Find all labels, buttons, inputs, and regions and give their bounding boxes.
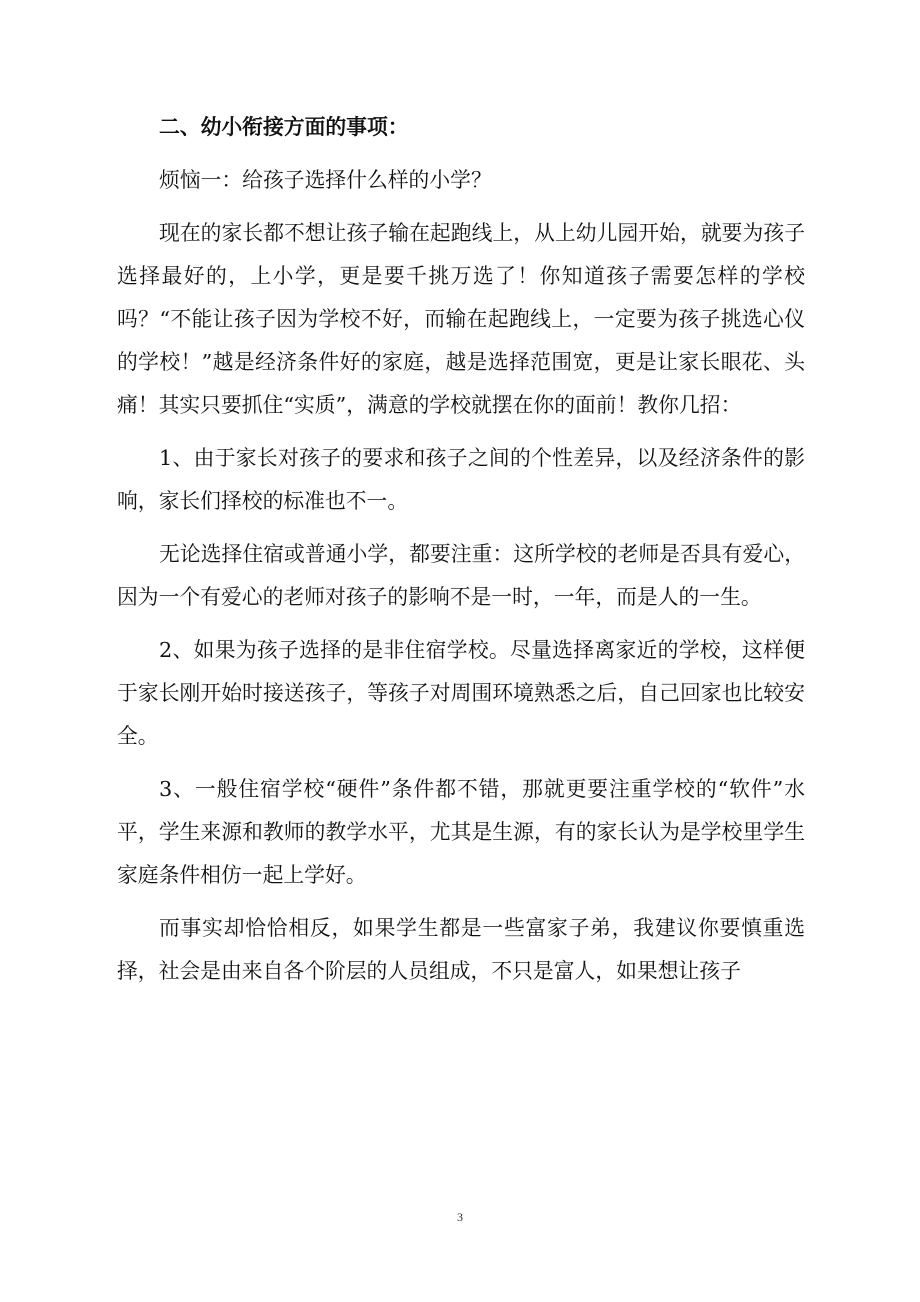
paragraph-intro: 现在的家长都不想让孩子输在起跑线上，从上幼儿园开始，就要为孩子选择最好的，上小学，更是要千挑万选了！你知道孩子需要怎样的学校吗？“不能让孩子因为学校不好，而输在起跑线上，一定要为孩子挑选心仪的学校！”越是经济条件好的家庭，越是选择范围宽，更是让家长眼花、头痛！其实只要抓住“实质”，满意的学校就摆在你的面前！教你几招： (117, 221, 805, 417)
paragraph-contrary: 而事实却恰恰相反，如果学生都是一些富家子弟，我建议你要慎重选择，社会是由来自各个阶层的人员组成，不只是富人，如果想让孩子 (117, 916, 805, 983)
document-body (117, 106, 805, 1003)
paragraph-caring-teacher: 无论选择住宿或普通小学，都要注重：这所学校的老师是否具有爱心，因为一个有爱心的老师对孩子的影响不是一时，一年，而是人的一生。 (117, 542, 805, 609)
page-number: 3 (457, 1210, 463, 1224)
paragraph-tip-3: 3、一般住宿学校“硬件”条件都不错，那就更要注重学校的“软件”水平，学生来源和教师的教学水平，尤其是生源，有的家长认为是学校里学生家庭条件相仿一起上学好。 (117, 777, 805, 887)
section-heading: 二、幼小衔接方面的事项： (159, 115, 409, 139)
paragraph-tip-1: 1、由于家长对孩子的要求和孩子之间的个性差异，以及经济条件的影响，家长们择校的标准也不一。 (117, 446, 805, 513)
paragraph-tip-2: 2、如果为孩子选择的是非住宿学校。尽量选择离家近的学校，这样便于家长刚开始时接送孩子，等孩子对周围环境熟悉之后，自己回家也比较安全。 (117, 638, 805, 748)
paragraph-worry-one: 烦恼一：给孩子选择什么样的小学？ (159, 168, 492, 192)
